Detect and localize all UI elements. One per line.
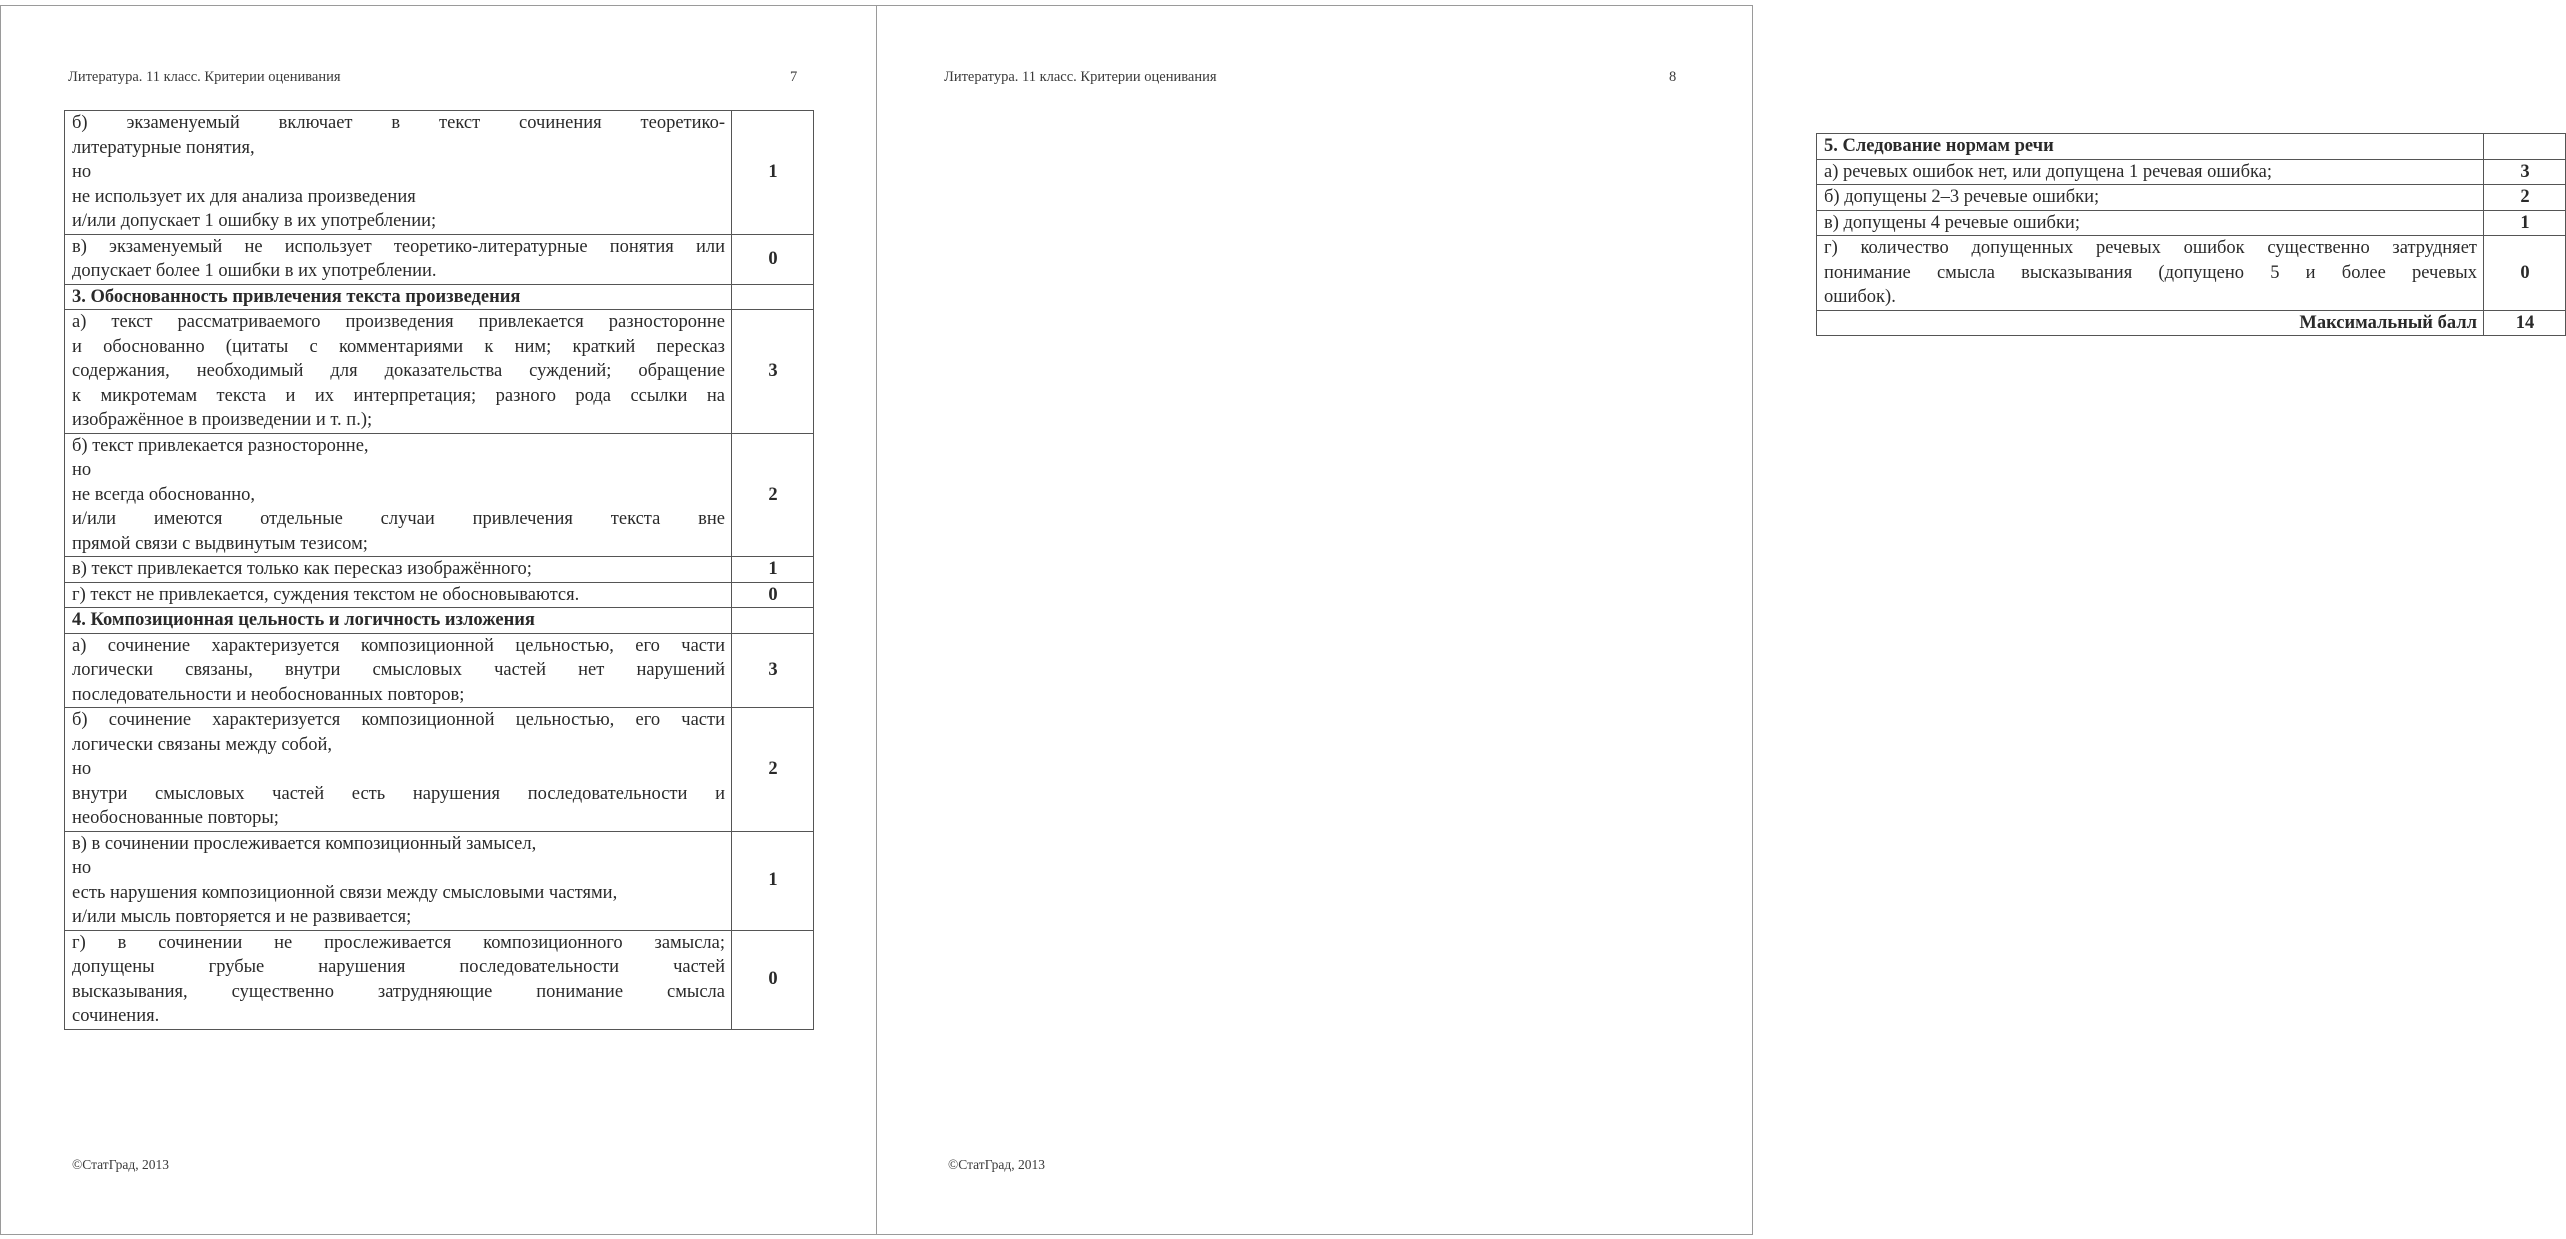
criterion-line: г) в сочинении не прослеживается композиционного замысла; [72,932,725,953]
page-7 [0,5,876,1235]
criterion-line: но [72,858,92,878]
criterion-row [65,930,814,1029]
criterion-line: прямой связи с выдвинутым тезисом; [72,533,368,554]
section-heading: 3. Обоснованность привлечения текста произведения [65,284,732,310]
empty-score-cell [2484,134,2566,160]
criterion-line: сочинения. [72,1006,160,1026]
criterion-line: и/или допускает 1 ошибку в их употреблении; [72,211,437,231]
page-number: 8 [1669,69,1677,85]
criterion-line: необоснованные повторы; [72,808,279,828]
score-cell: 0 [732,582,814,608]
header-title: Литература. 11 класс. Критерии оценивания [68,69,341,85]
criterion-row [65,111,814,235]
criterion-line: б) экзаменуемый включает в текст сочинения теоретико- [72,113,725,133]
section-heading-row [65,608,814,634]
criterion-line: но [72,162,92,182]
criterion-line: понимание смысла высказывания (допущено 5 и более речевых [1824,262,2477,283]
criterion-line: в) текст привлекается только как пересказ изображённого; [72,559,532,579]
criterion-row [1817,210,2566,236]
score-cell: 2 [2484,185,2566,211]
criterion-line: а) текст рассматриваемого произведения привлекается разносторонне [72,312,725,332]
page-number: 7 [790,69,798,85]
criterion-text [65,111,732,235]
header-title: Литература. 11 класс. Критерии оценивания [944,69,1217,85]
criterion-line: логически связаны между собой, [72,734,332,755]
criterion-row [1817,185,2566,211]
criterion-line: в) экзаменуемый не использует теоретико-литературные понятия или [72,236,725,257]
score-cell: 1 [2484,210,2566,236]
criterion-line: б) сочинение характеризуется композиционной цельностью, его части [72,710,725,730]
total-score: 14 [2484,310,2566,336]
criterion-line: а) речевых ошибок нет, или допущена 1 речевая ошибка; [1824,161,2273,182]
criterion-text [65,831,732,930]
total-label: Максимальный балл [1817,310,2484,336]
criterion-line: содержания, необходимый для доказательства суждений; обращение [72,361,725,381]
criterion-text [65,433,732,557]
criterion-text [65,930,732,1029]
score-cell: 0 [2484,236,2566,311]
page-8 [877,5,2535,1235]
criterion-row [65,433,814,557]
criterion-text [1817,159,2484,185]
criterion-line: литературные понятия, [72,137,255,158]
criterion-line: и/или мысль повторяется и не развивается; [72,907,412,927]
footer-copyright: ©СтатГрад, 2013 [948,1157,1046,1172]
section-heading-row [1817,134,2566,160]
criterion-line: но [72,460,92,480]
criterion-text [65,633,732,708]
score-cell: 3 [732,633,814,708]
empty-score-cell [732,608,814,634]
criterion-row [65,557,814,583]
criterion-text [65,234,732,284]
total-row [1817,310,2566,336]
criterion-line: допускает более 1 ошибки в их употреблении. [72,261,437,281]
score-cell: 2 [732,708,814,832]
criterion-row [65,831,814,930]
criterion-line: б) текст привлекается разносторонне, [72,435,369,456]
criterion-row [65,234,814,284]
footer-copyright: ©СтатГрад, 2013 [72,1157,170,1172]
criteria-table [64,110,814,1030]
criterion-line: допущены грубые нарушения последовательности частей [72,957,725,977]
score-cell: 1 [732,111,814,235]
criterion-line: г) количество допущенных речевых ошибок существенно затрудняет [1824,238,2477,258]
score-cell: 0 [732,234,814,284]
criterion-line: и обоснованно (цитаты с комментариями к ним; краткий пересказ [72,336,725,357]
criterion-line: но [72,759,92,779]
score-cell: 3 [2484,159,2566,185]
score-cell: 2 [732,433,814,557]
criterion-row [65,582,814,608]
score-cell: 0 [732,930,814,1029]
criterion-line: г) текст не привлекается, суждения текстом не обосновываются. [72,584,580,605]
criterion-line: логически связаны, внутри смысловых частей нет нарушений [72,660,725,680]
criterion-line: ошибок). [1824,287,1896,307]
criterion-row [1817,159,2566,185]
section-heading-row [65,284,814,310]
criterion-line: в) допущены 4 речевые ошибки; [1824,212,2080,233]
criterion-line: изображённое в произведении и т. п.); [72,410,373,430]
criterion-text [1817,210,2484,236]
criterion-text [65,582,732,608]
criterion-text [65,557,732,583]
criterion-row [65,633,814,708]
score-cell: 1 [732,831,814,930]
criterion-line: последовательности и необоснованных повторов; [72,684,465,705]
criterion-line: а) сочинение характеризуется композиционной цельностью, его части [72,635,725,656]
criterion-line: к микротемам текста и их интерпретация; разного рода ссылки на [72,385,725,406]
section-heading: 4. Композиционная цельность и логичность изложения [65,608,732,634]
criterion-row [1817,236,2566,311]
criterion-line: б) допущены 2–3 речевые ошибки; [1824,187,2100,207]
section-heading: 5. Следование нормам речи [1817,134,2484,160]
criterion-line: внутри смысловых частей есть нарушения последовательности и [72,783,725,804]
criterion-line: высказывания, существенно затрудняющие понимание смысла [72,981,725,1002]
criterion-text [65,708,732,832]
empty-score-cell [732,284,814,310]
criteria-table [1816,133,2566,336]
criterion-line: в) в сочинении прослеживается композиционный замысел, [72,833,537,854]
criterion-row [65,310,814,434]
score-cell: 1 [732,557,814,583]
criterion-line: не всегда обоснованно, [72,484,256,505]
criterion-line: есть нарушения композиционной связи между смысловыми частями, [72,882,618,903]
score-cell: 3 [732,310,814,434]
criterion-text [1817,185,2484,211]
criterion-line: и/или имеются отдельные случаи привлечения текста вне [72,509,725,529]
criterion-line: не использует их для анализа произведения [72,186,416,207]
criterion-text [1817,236,2484,311]
criterion-row [65,708,814,832]
criterion-text [65,310,732,434]
